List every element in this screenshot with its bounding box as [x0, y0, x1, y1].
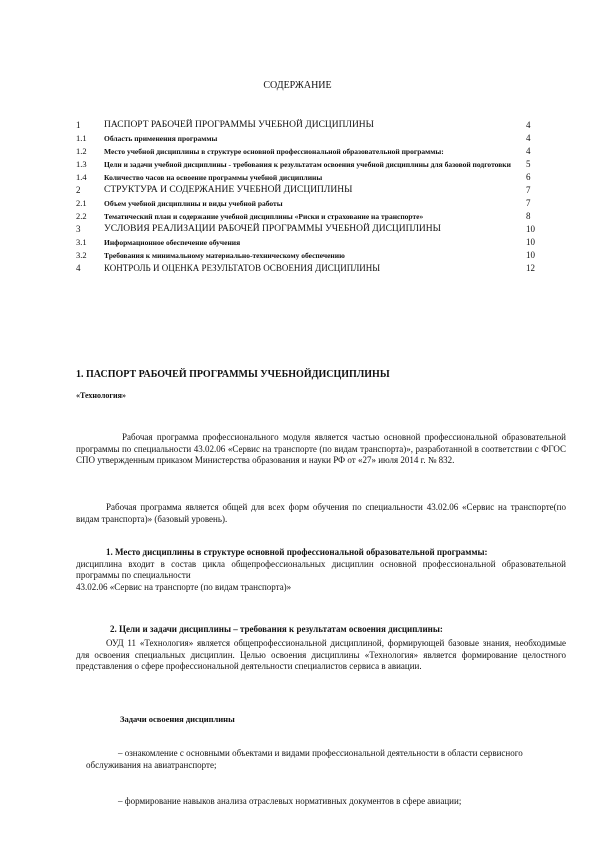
toc-page-number: 6: [526, 172, 531, 182]
toc-number: 1.1: [76, 133, 87, 143]
toc-number: 1: [76, 120, 81, 130]
toc-row: [76, 250, 546, 261]
toc-row: [76, 263, 546, 274]
toc-page-number: 10: [526, 224, 535, 234]
toc-row: [76, 133, 546, 144]
toc-row: [76, 120, 546, 131]
toc-entry-title: СТРУКТУРА И СОДЕРЖАНИЕ УЧЕБНОЙ ДИСЦИПЛИНЫ: [104, 185, 353, 195]
task-item: – формирование навыков анализа отраслевых нормативных документов в сфере авиации;: [118, 796, 462, 806]
toc-number: 1.3: [76, 159, 87, 169]
tasks-heading: Задачи освоения дисциплины: [120, 714, 235, 724]
goals-section: [76, 624, 566, 636]
toc-page-number: 7: [526, 185, 531, 195]
toc-number: 1.2: [76, 146, 87, 156]
toc-page-number: 4: [526, 133, 531, 143]
toc-number: 3.1: [76, 237, 87, 247]
toc-number: 3: [76, 224, 81, 234]
toc-page-number: 10: [526, 237, 535, 247]
toc-number: 2.1: [76, 198, 87, 208]
toc-page-number: 8: [526, 211, 531, 221]
subject-name: «Технология»: [76, 391, 126, 400]
page-title: СОДЕРЖАНИЕ: [263, 80, 332, 91]
toc-row: [76, 172, 546, 183]
place-specialty: 43.02.06 «Сервис на транспорте (по видам транспорта)»: [76, 581, 292, 592]
toc-number: 1.4: [76, 172, 87, 182]
toc-number: 3.2: [76, 250, 87, 260]
toc-entry-title: Количество часов на освоение программы учебной дисциплины: [104, 173, 323, 182]
toc-row: [76, 198, 546, 209]
toc-entry-title: Информационное обеспечение обучения: [104, 238, 241, 247]
toc-row: [76, 237, 546, 248]
toc-row: [76, 159, 546, 170]
toc-entry-title: Цели и задачи учебной дисциплины - требования к результатам освоения учебной дисциплины для базовой подготовки: [104, 160, 511, 169]
toc-row: [76, 185, 546, 196]
toc-row: [76, 146, 546, 157]
intro-paragraph: Рабочая программа профессионального модуля является частью основной профессиональной образовательной программы по специальности 43.02.06 «Сервис на транспорте (по видам транспорта)», разработанной в соответствии с ФГОС СПО утвержденным приказом Министерства образования и науки РФ от «27» июля 2014 г. № 832.: [76, 432, 566, 465]
toc-number: 2: [76, 185, 81, 195]
toc-page-number: 10: [526, 250, 535, 260]
toc-entry-title: Место учебной дисциплины в структуре основной профессиональной образовательной программы:: [104, 147, 444, 156]
place-text: дисциплина входит в состав цикла общепрофессиональных дисциплин основной профессиональной образовательной программы по специальности: [76, 558, 566, 580]
toc-entry-title: Объем учебной дисциплины и виды учебной работы: [104, 199, 283, 208]
toc-page-number: 5: [526, 159, 531, 169]
toc-page-number: 12: [526, 263, 535, 273]
task-item: – ознакомление с основными объектами и видами профессиональной деятельности в области сервисного обслуживания на авиатранспорте;: [86, 748, 523, 770]
toc-number: 2.2: [76, 211, 87, 221]
toc-entry-title: УСЛОВИЯ РЕАЛИЗАЦИИ РАБОЧЕЙ ПРОГРАММЫ УЧЕБНОЙ ДИСЦИПЛИНЫ: [104, 224, 441, 234]
toc-entry-title: Требования к минимальному материально-техническому обеспечению: [104, 251, 345, 260]
toc-row: [76, 224, 546, 235]
toc-entry-title: КОНТРОЛЬ И ОЦЕНКА РЕЗУЛЬТАТОВ ОСВОЕНИЯ ДИСЦИПЛИНЫ: [104, 263, 381, 273]
goals-paragraph: ОУД 11 «Технология» является общепрофессиональной дисциплиной, формирующей базовые знания, необходимые для освоения специальных дисциплин. Целью освоения дисциплины «Технология» является формирование целостного представления о сфере профессиональной деятельности специалистов сервиса в авиации.: [76, 638, 566, 671]
place-heading: 1. Место дисциплины в структуре основной профессиональной образовательной программы:: [106, 547, 488, 557]
toc-page-number: 7: [526, 198, 531, 208]
table-of-contents: [76, 120, 546, 276]
toc-entry-title: ПАСПОРТ РАБОЧЕЙ ПРОГРАММЫ УЧЕБНОЙ ДИСЦИПЛИНЫ: [104, 120, 374, 130]
toc-entry-title: Область применения программы: [104, 134, 218, 143]
toc-row: [76, 211, 546, 222]
place-section: [76, 547, 566, 593]
scope-paragraph: Рабочая программа является общей для всех форм обучения по специальности 43.02.06 «Сервис на транспорте(по видам транспорта)» (базовый уровень).: [76, 502, 566, 524]
goals-heading: 2. Цели и задачи дисциплины – требования к результатам освоения дисциплины:: [110, 624, 443, 634]
toc-number: 4: [76, 263, 81, 273]
toc-page-number: 4: [526, 120, 531, 130]
toc-page-number: 4: [526, 146, 531, 156]
section-heading: 1. ПАСПОРТ РАБОЧЕЙ ПРОГРАММЫ УЧЕБНОЙДИСЦИПЛИНЫ: [76, 369, 390, 380]
toc-entry-title: Тематический план и содержание учебной дисциплины «Риски и страхование на транспорте»: [104, 212, 424, 221]
